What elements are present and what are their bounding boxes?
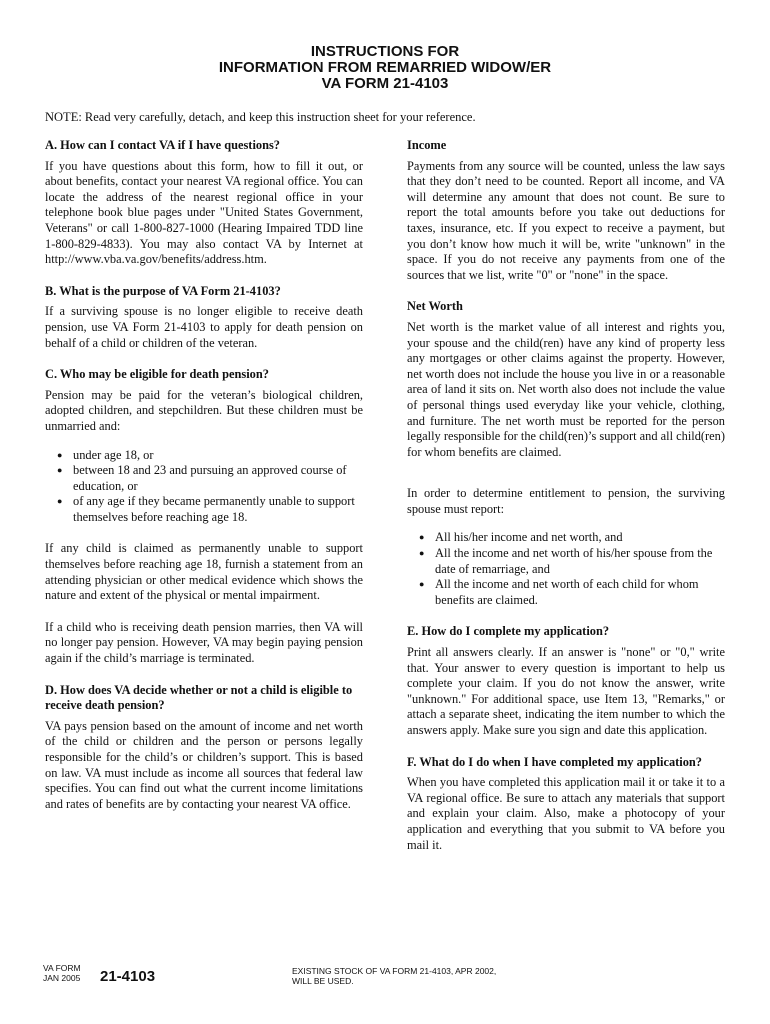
list-item: ● between 18 and 23 and pursuing an approved course of education, or [45,463,363,494]
list-item: ● under age 18, or [45,448,363,464]
section-e-body: Print all answers clearly. If an answer is "none" or "0," write that. Your answer to every question is important to help us complete your claim. If you do not know the answer, write "unknown." For additional space, use Item 13, "Remarks," or attach a separate sheet, indicating the item number to which the answers apply. Make sure you sign and date this application. [407,645,725,737]
title-line-2: INFORMATION FROM REMARRIED WIDOW/ER [218,59,552,76]
section-c-para-3: If a child who is receiving death pension marries, then VA will no longer pay pension. However, VA may begin paying pension again if the child’s marriage is terminated. [45,619,363,666]
footer-stock-note [292,966,552,986]
list-item: ● All the income and net worth of each child for whom benefits are claimed. [407,577,725,608]
title-line-1: INSTRUCTIONS FOR [310,43,460,60]
footer-date: JAN 2005 [43,973,81,983]
footer-form-label [43,963,81,983]
section-a-body: If you have questions about this form, how to fill it out, or about benefits, contact your nearest VA regional office. You can locate the address of the nearest regional office in your telephone book blue pages under "United States Government, Veterans" or call 1-800-827-1000 (Hearing Impaired TDD line 1-800-829-4833). You may also contact VA by Internet at http://www.vba.va.gov/benefits/address.htm. [45,158,363,267]
section-c-bullets [45,448,363,526]
footer-stock-line-1: EXISTING STOCK OF VA FORM 21-4103, APR 2002, [292,966,497,976]
section-a-heading: A. How can I contact VA if I have questions? [45,138,280,152]
section-d-heading: D. How does VA decide whether or not a child is eligible to receive death pension? [45,682,353,713]
net-worth-para-2: In order to determine entitlement to pension, the surviving spouse must report: [407,486,725,516]
list-item: ● All the income and net worth of his/her spouse from the date of remarriage, and [407,546,725,577]
net-worth-bullets [407,530,725,608]
section-b-heading: B. What is the purpose of VA Form 21-4103? [45,283,281,298]
list-item: ● of any age if they became permanently unable to support themselves before reaching age 18. [45,494,363,525]
section-c-heading: C. Who may be eligible for death pension? [45,367,269,382]
section-f-heading: F. What do I do when I have completed my application? [407,754,703,769]
net-worth-body: Net worth is the market value of all interest and rights you, your spouse and the child(ren) have any kind of property less any mortgages or other claims against the property. However, net worth does not include the house you live in or a reasonable area of land it sits on. Net worth also does not include the value of personal things used everyday like your vehicle, clothing, and furniture. The net worth must be reported for the person legally responsible for the child(ren)’s support and all child(ren) for whom benefits are claimed. [407,319,725,459]
note: NOTE: Read very carefully, detach, and keep this instruction sheet for your reference. [45,110,476,124]
section-c-para-2: If any child is claimed as permanently unable to support themselves before reaching age 18, furnish a statement from an attending physician or other medical evidence which shows the nature and extent of the physical or mental impairment. [45,541,363,603]
net-worth-heading: Net Worth [407,299,463,314]
footer-form-number: 21-4103 [100,968,156,985]
right-column [407,138,725,853]
footer-form-text: VA FORM [43,963,81,973]
footer-stock-line-2: WILL BE USED. [292,976,354,986]
left-column [45,138,363,812]
section-f-body: When you have completed this application mail it or take it to a VA regional office. Be sure to attach any materials that support and explain your claim. Also, make a photocopy of your application and everything that you submit to VA before you mail it. [407,775,725,852]
income-heading: Income [407,138,447,152]
income-body: Payments from any source will be counted, unless the law says that they don’t need to be counted. Report all income, and VA will determine any amount that does not count. Be sure to report the total amounts before you take out deductions for taxes, insurance, etc. If you expect to receive a payment, but you don’t know how much it will be, write "unknown" in the space. If you do not receive any payments from one of the sources that we list, write "0" or "none" in the space. [407,158,725,282]
section-e-heading: E. How do I complete my application? [407,624,610,639]
list-item: ● All his/her income and net worth, and [407,530,725,546]
section-b-body: If a surviving spouse is no longer eligible to receive death pension, use VA Form 21-4103 to apply for death pension on behalf of a child or children of the veteran. [45,304,363,350]
page-title [0,44,770,92]
section-d-body: VA pays pension based on the amount of income and net worth of the child or children and the person or persons legally responsible for the child’s or children’s support. This is based on law. VA must include as income all sources that federal law specifies. You can find out what the current income limitations and rates of benefits are by contacting your nearest VA office. [45,718,363,811]
section-c-body: Pension may be paid for the veteran’s biological children, adopted children, and stepchildren. But these children must be unmarried and: [45,387,363,433]
title-line-3: VA FORM 21-4103 [321,75,449,92]
